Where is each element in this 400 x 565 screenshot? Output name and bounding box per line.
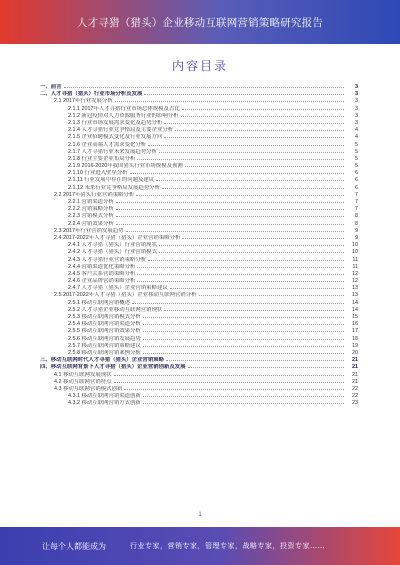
toc-entry[interactable] bbox=[40, 192, 358, 199]
toc-entry-title: 2.2.1 营销渠道分析 bbox=[68, 199, 114, 205]
toc-entry[interactable] bbox=[40, 264, 358, 271]
toc-entry-title: 2.1.2 新冠疫情对人力资源服务行业的影响分析 bbox=[68, 112, 179, 119]
toc-entry[interactable] bbox=[40, 364, 358, 371]
toc-entry-page: 6 bbox=[355, 184, 358, 191]
toc-leader-dots bbox=[159, 245, 344, 246]
toc-entry-title: 2.5.5 移动互联网营销效果分析 bbox=[68, 328, 141, 335]
footer-slogan: 让每个人都能成为 bbox=[42, 542, 106, 551]
toc-entry-page: 19 bbox=[352, 342, 358, 349]
toc-leader-dots bbox=[143, 331, 344, 332]
toc-entry-title: 2.5.8 移动互联网营销案例分析 bbox=[68, 349, 141, 356]
toc-leader-dots bbox=[143, 339, 344, 340]
table-of-contents bbox=[40, 84, 358, 407]
toc-leader-dots bbox=[148, 260, 344, 261]
toc-entry-page: 9 bbox=[355, 234, 358, 241]
toc-entry-page: 6 bbox=[355, 170, 358, 177]
toc-entry-title: 2.1.8 行业主要企业布局分析 bbox=[68, 155, 136, 162]
toc-entry-title: 2.3 2017年行业营销发展趋势 bbox=[54, 227, 124, 234]
toc-entry-title: 4.3.2 移动互联网营销方式创新 bbox=[68, 400, 141, 407]
toc-entry-page: 21 bbox=[352, 378, 358, 385]
toc-leader-dots bbox=[175, 130, 344, 131]
toc-entry-page: 6 bbox=[355, 177, 358, 184]
toc-entry-page: 4 bbox=[355, 127, 358, 134]
toc-leader-dots bbox=[116, 216, 344, 217]
report-title: 人才寻猎（猎头）企业移动互联网营销策略研究报告 bbox=[76, 17, 324, 29]
toc-entry-page: 18 bbox=[352, 335, 358, 342]
toc-leader-dots bbox=[124, 389, 344, 390]
toc-entry-title: 2.2 2017年猎头行业营销策略分析 bbox=[54, 191, 135, 198]
toc-entry-title: 2.5.3 移动互联网营销模式分析 bbox=[68, 314, 141, 320]
toc-entry-page: 3 bbox=[355, 119, 358, 126]
toc-entry-title: 4.3 移动互联网营销模式创新 bbox=[54, 385, 123, 392]
toc-entry[interactable] bbox=[40, 314, 358, 321]
toc-entry-title: 2.4.6 企业品牌营销策略分析 bbox=[68, 278, 136, 285]
toc-entry-title: 2.5.2 人才寻猎企业移动互联网营销现状 bbox=[68, 306, 163, 313]
toc-entry[interactable] bbox=[40, 142, 358, 149]
toc-entry-title: 2.1.7 人才寻猎行业未来发展趋势分析 bbox=[68, 148, 157, 155]
toc-entry-page: 13 bbox=[352, 292, 358, 299]
toc-leader-dots bbox=[185, 166, 344, 167]
toc-leader-dots bbox=[137, 159, 344, 160]
toc-entry[interactable] bbox=[40, 163, 358, 170]
toc-entry-page: 7 bbox=[355, 191, 358, 198]
toc-leader-dots bbox=[164, 137, 344, 138]
toc-entry[interactable] bbox=[40, 249, 358, 256]
toc-entry-page: 10 bbox=[352, 249, 358, 256]
toc-entry[interactable] bbox=[40, 149, 358, 156]
toc-leader-dots bbox=[156, 180, 344, 181]
toc-entry-title: 2.2.2 营销策略分析 bbox=[68, 206, 114, 213]
toc-entry[interactable] bbox=[40, 177, 358, 184]
toc-leader-dots bbox=[164, 123, 344, 124]
toc-entry[interactable] bbox=[40, 357, 358, 364]
toc-entry[interactable] bbox=[40, 271, 358, 278]
toc-entry-title: 2.1.11 行业发展中存在的问题及建议 bbox=[68, 177, 155, 184]
toc-leader-dots bbox=[164, 310, 344, 311]
page-number: 1 bbox=[198, 512, 202, 518]
toc-entry-page: 8 bbox=[355, 220, 358, 227]
toc-entry[interactable] bbox=[40, 328, 358, 335]
toc-entry-page: 21 bbox=[352, 364, 358, 371]
toc-leader-dots bbox=[143, 324, 344, 325]
toc-entry-title: 三、移动互联网时代人才寻猎（猎头）企业营销策略 bbox=[40, 357, 164, 364]
toc-leader-dots bbox=[137, 267, 344, 268]
toc-entry-title: 2.4.3 人才寻猎行业营销策略分析 bbox=[68, 256, 147, 263]
toc-leader-dots bbox=[114, 375, 344, 376]
toc-entry[interactable] bbox=[40, 185, 358, 192]
toc-entry[interactable] bbox=[40, 206, 358, 213]
toc-entry-page: 16 bbox=[352, 321, 358, 328]
toc-entry[interactable] bbox=[40, 386, 358, 393]
toc-entry-page: 7 bbox=[355, 206, 358, 213]
toc-entry[interactable] bbox=[40, 98, 358, 105]
toc-entry-title: 2.1.6 企业高端人才需求变化分析 bbox=[68, 141, 147, 148]
toc-leader-dots bbox=[64, 87, 344, 88]
toc-entry-page: 12 bbox=[352, 278, 358, 285]
toc-entry[interactable] bbox=[40, 257, 358, 264]
toc-leader-dots bbox=[143, 403, 344, 404]
toc-leader-dots bbox=[116, 224, 344, 225]
toc-entry-title: 2.4.1 人才寻猎（猎头）行业营销现状 bbox=[68, 242, 157, 249]
toc-entry[interactable] bbox=[40, 307, 358, 314]
toc-entry-title: 2.1.4 人才寻猎行业竞争格局及主要企业分析 bbox=[68, 127, 174, 134]
toc-entry-page: 14 bbox=[352, 306, 358, 313]
toc-entry-page: 5 bbox=[355, 163, 358, 170]
toc-entry-title: 四、移动互联网背景下人才寻猎（猎头）企业营销创新及发展 bbox=[40, 364, 186, 371]
toc-leader-dots bbox=[115, 101, 344, 102]
toc-entry-title: 2.1.9 2016-2020年我国猎头行业市场规模及预测 bbox=[68, 163, 183, 170]
toc-leader-dots bbox=[143, 317, 344, 318]
toc-leader-dots bbox=[116, 209, 344, 210]
toc-leader-dots bbox=[170, 288, 344, 289]
toc-entry-page: 15 bbox=[352, 314, 358, 320]
toc-heading: 内容目录 bbox=[171, 59, 228, 73]
toc-entry[interactable] bbox=[40, 134, 358, 141]
toc-entry-title: 2.1.10 行业进入壁垒分析 bbox=[68, 170, 128, 177]
toc-entry[interactable] bbox=[40, 372, 358, 379]
toc-leader-dots bbox=[166, 360, 344, 361]
toc-entry-page: 3 bbox=[355, 112, 358, 119]
toc-entry-page: 13 bbox=[352, 285, 358, 292]
toc-entry[interactable] bbox=[40, 343, 358, 350]
toc-entry-title: 2.5.4 移动互联网营销渠道分析 bbox=[68, 321, 141, 328]
toc-leader-dots bbox=[144, 94, 344, 95]
toc-entry-title: 2.4.2 人才寻猎（猎头）行业营销模式 bbox=[68, 249, 157, 256]
toc-entry[interactable] bbox=[40, 321, 358, 328]
toc-entry-title: 4.2 移动互联网营销特点 bbox=[54, 378, 112, 385]
toc-leader-dots bbox=[143, 353, 344, 354]
toc-entry-title: 2.2.4 营销效果分析 bbox=[68, 220, 114, 227]
toc-entry-title: 二、人才寻猎（猎头）行业市场分析及发展 bbox=[40, 91, 143, 98]
toc-entry-page: 22 bbox=[352, 385, 358, 392]
header-banner bbox=[0, 0, 400, 44]
toc-entry-title: 2.1.5 企业招聘模式变化及行业发展方向 bbox=[68, 134, 163, 141]
toc-entry[interactable] bbox=[40, 91, 358, 98]
toc-leader-dots bbox=[159, 152, 344, 153]
toc-entry-title: 2.4 2017-2022年人才寻猎（猎头）企业营销策略分析 bbox=[54, 234, 181, 241]
toc-leader-dots bbox=[143, 396, 344, 397]
toc-entry-page: 22 bbox=[352, 393, 358, 400]
toc-entry-title: 2.5.1 移动互联网营销概述 bbox=[68, 299, 131, 306]
toc-entry-title: 2.5.7 移动互联网营销策略建议 bbox=[68, 342, 141, 349]
toc-entry-page: 8 bbox=[355, 213, 358, 220]
toc-entry-page: 21 bbox=[352, 371, 358, 378]
toc-entry-title: 2.1.1 2017年人才寻猎行业市场总体规模及占比 bbox=[68, 105, 180, 112]
toc-leader-dots bbox=[181, 116, 344, 117]
toc-entry[interactable] bbox=[40, 285, 358, 292]
toc-leader-dots bbox=[137, 281, 344, 282]
toc-leader-dots bbox=[162, 188, 344, 189]
toc-leader-dots bbox=[116, 202, 344, 203]
footer-banner bbox=[0, 527, 400, 565]
toc-entry[interactable] bbox=[40, 113, 358, 120]
toc-entry-page: 3 bbox=[355, 105, 358, 112]
toc-entry-page: 23 bbox=[352, 400, 358, 407]
toc-entry-page: 10 bbox=[352, 242, 358, 249]
toc-entry-page: 5 bbox=[355, 155, 358, 162]
toc-entry-title: 2.1.12 未来行业竞争格局发展趋势分析 bbox=[68, 184, 160, 191]
toc-leader-dots bbox=[182, 109, 344, 110]
toc-leader-dots bbox=[188, 367, 344, 368]
toc-leader-dots bbox=[143, 346, 344, 347]
toc-entry-title: 2.4.4 营销渠道优化策略分析 bbox=[68, 263, 136, 270]
toc-entry-title: 4.1 移动互联网发展现状 bbox=[54, 371, 112, 378]
toc-entry[interactable] bbox=[40, 127, 358, 134]
toc-entry[interactable] bbox=[40, 106, 358, 113]
toc-leader-dots bbox=[182, 238, 344, 239]
toc-entry[interactable] bbox=[40, 228, 358, 235]
toc-entry-title: 2.5.6 移动互联网营销发展趋势 bbox=[68, 335, 141, 342]
toc-entry-title: 2.5 2017-2022年人才寻猎（猎头）企业移动互联网营销分析 bbox=[54, 292, 197, 299]
toc-entry[interactable] bbox=[40, 170, 358, 177]
toc-entry-title: 4.3.1 移动互联网营销渠道创新 bbox=[68, 393, 141, 400]
toc-entry[interactable] bbox=[40, 235, 358, 242]
toc-entry[interactable] bbox=[40, 393, 358, 400]
toc-entry-page: 5 bbox=[355, 148, 358, 155]
toc-entry[interactable] bbox=[40, 242, 358, 249]
toc-entry[interactable] bbox=[40, 213, 358, 220]
toc-entry-page: 12 bbox=[352, 270, 358, 277]
toc-entry-page: 9 bbox=[355, 227, 358, 234]
toc-entry[interactable] bbox=[40, 400, 358, 407]
toc-entry-page: 20 bbox=[352, 349, 358, 356]
toc-entry[interactable] bbox=[40, 156, 358, 163]
toc-leader-dots bbox=[136, 195, 344, 196]
toc-entry-page: 7 bbox=[355, 199, 358, 205]
toc-entry-title: 2.1.3 行业市场发展需求变化及趋势分析 bbox=[68, 119, 163, 126]
toc-entry-page: 3 bbox=[355, 98, 358, 105]
toc-entry-page: 4 bbox=[355, 134, 358, 141]
toc-entry-page: 21 bbox=[352, 357, 358, 364]
toc-leader-dots bbox=[199, 295, 344, 296]
toc-entry[interactable] bbox=[40, 336, 358, 343]
toc-entry-page: 11 bbox=[352, 263, 358, 270]
toc-entry[interactable] bbox=[40, 199, 358, 206]
toc-entry-title: 一、前言 bbox=[40, 84, 62, 90]
toc-entry-page: 14 bbox=[352, 299, 358, 306]
toc-entry[interactable] bbox=[40, 300, 358, 307]
toc-entry[interactable] bbox=[40, 278, 358, 285]
toc-entry-page: 3 bbox=[355, 84, 358, 90]
toc-entry[interactable] bbox=[40, 221, 358, 228]
toc-entry[interactable] bbox=[40, 379, 358, 386]
toc-entry-page: 17 bbox=[352, 328, 358, 335]
toc-entry[interactable] bbox=[40, 292, 358, 299]
toc-entry-page: 5 bbox=[355, 141, 358, 148]
toc-leader-dots bbox=[132, 303, 344, 304]
toc-leader-dots bbox=[114, 382, 344, 383]
footer-expert-list: 行业专家，营销专家，管理专家，战略专家，投资专家…… bbox=[130, 542, 325, 550]
toc-entry-title: 2.1 2017年行业发展分析 bbox=[54, 98, 113, 105]
toc-entry-page: 3 bbox=[355, 91, 358, 98]
toc-leader-dots bbox=[148, 145, 344, 146]
toc-entry[interactable] bbox=[40, 120, 358, 127]
toc-entry-title: 2.4.5 客户关系营销策略分析 bbox=[68, 270, 136, 277]
toc-leader-dots bbox=[126, 231, 345, 232]
toc-leader-dots bbox=[130, 173, 344, 174]
toc-entry[interactable] bbox=[40, 350, 358, 357]
toc-entry-title: 2.2.3 营销模式分析 bbox=[68, 213, 114, 220]
toc-leader-dots bbox=[137, 274, 344, 275]
toc-entry-page: 11 bbox=[352, 256, 358, 263]
toc-leader-dots bbox=[159, 252, 344, 253]
toc-entry-title: 2.4.7 人才寻猎（猎头）企业营销策略建议 bbox=[68, 285, 168, 292]
toc-entry[interactable] bbox=[40, 84, 358, 91]
